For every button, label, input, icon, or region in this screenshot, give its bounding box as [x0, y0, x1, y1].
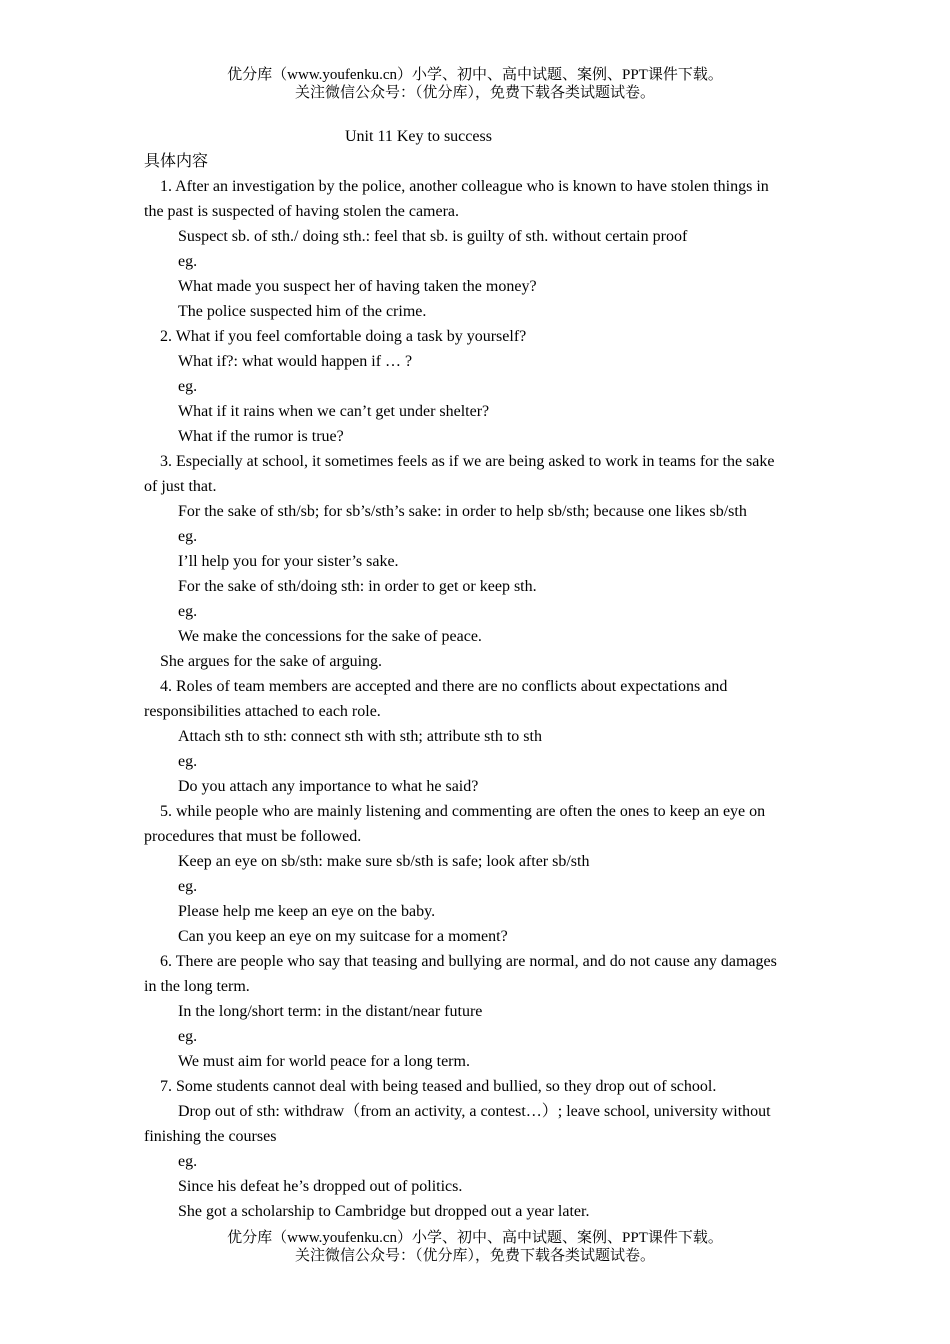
example-sentence: Please help me keep an eye on the baby. — [178, 903, 436, 920]
page-footer — [0, 1229, 950, 1265]
example-sentence: Can you keep an eye on my suitcase for a moment? — [178, 928, 508, 945]
section-label: 具体内容 — [144, 153, 209, 170]
example-sentence: She argues for the sake of arguing. — [160, 653, 383, 670]
example-sentence: We must aim for world peace for a long term. — [178, 1053, 470, 1070]
point-3-definition-2: For the sake of sth/doing sth: in order to get or keep sth. — [178, 578, 537, 595]
point-2-sentence: 2. What if you feel comfortable doing a task by yourself? — [160, 328, 527, 345]
point-4-sentence-cont: responsibilities attached to each role. — [144, 703, 381, 720]
point-5-definition: Keep an eye on sb/sth: make sure sb/sth is safe; look after sb/sth — [178, 853, 590, 870]
point-6-sentence: 6. There are people who say that teasing and bullying are normal, and do not cause any damages — [160, 953, 777, 970]
footer-line-2: 关注微信公众号：（优分库），免费下载各类试题试卷。 — [294, 1248, 655, 1264]
point-1-sentence: 1. After an investigation by the police, another colleague who is known to have stolen things in — [160, 178, 769, 195]
point-3-sentence-cont: of just that. — [144, 478, 217, 495]
point-7-sentence: 7. Some students cannot deal with being teased and bullied, so they drop out of school. — [160, 1078, 717, 1095]
example-label: eg. — [178, 253, 198, 270]
example-sentence: She got a scholarship to Cambridge but dropped out a year later. — [178, 1203, 590, 1220]
example-label: eg. — [178, 378, 198, 395]
example-sentence: The police suspected him of the crime. — [178, 303, 427, 320]
header-line-2: 关注微信公众号：（优分库），免费下载各类试题试卷。 — [294, 85, 655, 101]
footer-line-1: 优分库（www.youfenku.cn）小学、初中、高中试题、案例、PPT课件下载。 — [227, 1230, 723, 1246]
point-4-definition: Attach sth to sth: connect sth with sth; attribute sth to sth — [178, 728, 542, 745]
header-line-1: 优分库（www.youfenku.cn）小学、初中、高中试题、案例、PPT课件下载。 — [227, 67, 723, 83]
example-sentence: What if the rumor is true? — [178, 428, 344, 445]
example-label: eg. — [178, 528, 198, 545]
example-label: eg. — [178, 603, 198, 620]
point-2-definition: What if?: what would happen if … ? — [178, 353, 413, 370]
example-label: eg. — [178, 753, 198, 770]
example-sentence: Since his defeat he’s dropped out of politics. — [178, 1178, 463, 1195]
example-sentence: I’ll help you for your sister’s sake. — [178, 553, 399, 570]
document-title: Unit 11 Key to success — [345, 128, 492, 145]
point-6-definition: In the long/short term: in the distant/near future — [178, 1003, 483, 1020]
example-label: eg. — [178, 878, 198, 895]
example-sentence: We make the concessions for the sake of peace. — [178, 628, 482, 645]
point-5-sentence-cont: procedures that must be followed. — [144, 828, 362, 845]
point-1-sentence-cont: the past is suspected of having stolen the camera. — [144, 203, 460, 220]
example-sentence: Do you attach any importance to what he said? — [178, 778, 479, 795]
point-1-definition: Suspect sb. of sth./ doing sth.: feel that sb. is guilty of sth. without certain proof — [178, 228, 688, 245]
point-7-definition-cont: finishing the courses — [144, 1128, 277, 1145]
example-label: eg. — [178, 1028, 198, 1045]
point-4-sentence: 4. Roles of team members are accepted and there are no conflicts about expectations and — [160, 678, 728, 695]
point-5-sentence: 5. while people who are mainly listening and commenting are often the ones to keep an eye on — [160, 803, 766, 820]
point-3-sentence: 3. Especially at school, it sometimes feels as if we are being asked to work in teams for the sake — [160, 453, 775, 470]
page-header — [0, 66, 950, 102]
example-sentence: What made you suspect her of having taken the money? — [178, 278, 537, 295]
point-3-definition: For the sake of sth/sb; for sb’s/sth’s sake: in order to help sb/sth; because one likes sb/sth — [178, 503, 747, 520]
point-6-sentence-cont: in the long term. — [144, 978, 250, 995]
example-sentence: What if it rains when we can’t get under shelter? — [178, 403, 490, 420]
document-body — [144, 124, 812, 1224]
point-7-definition: Drop out of sth: withdraw（from an activity, a contest…）; leave school, university without — [178, 1103, 771, 1120]
example-label: eg. — [178, 1153, 198, 1170]
